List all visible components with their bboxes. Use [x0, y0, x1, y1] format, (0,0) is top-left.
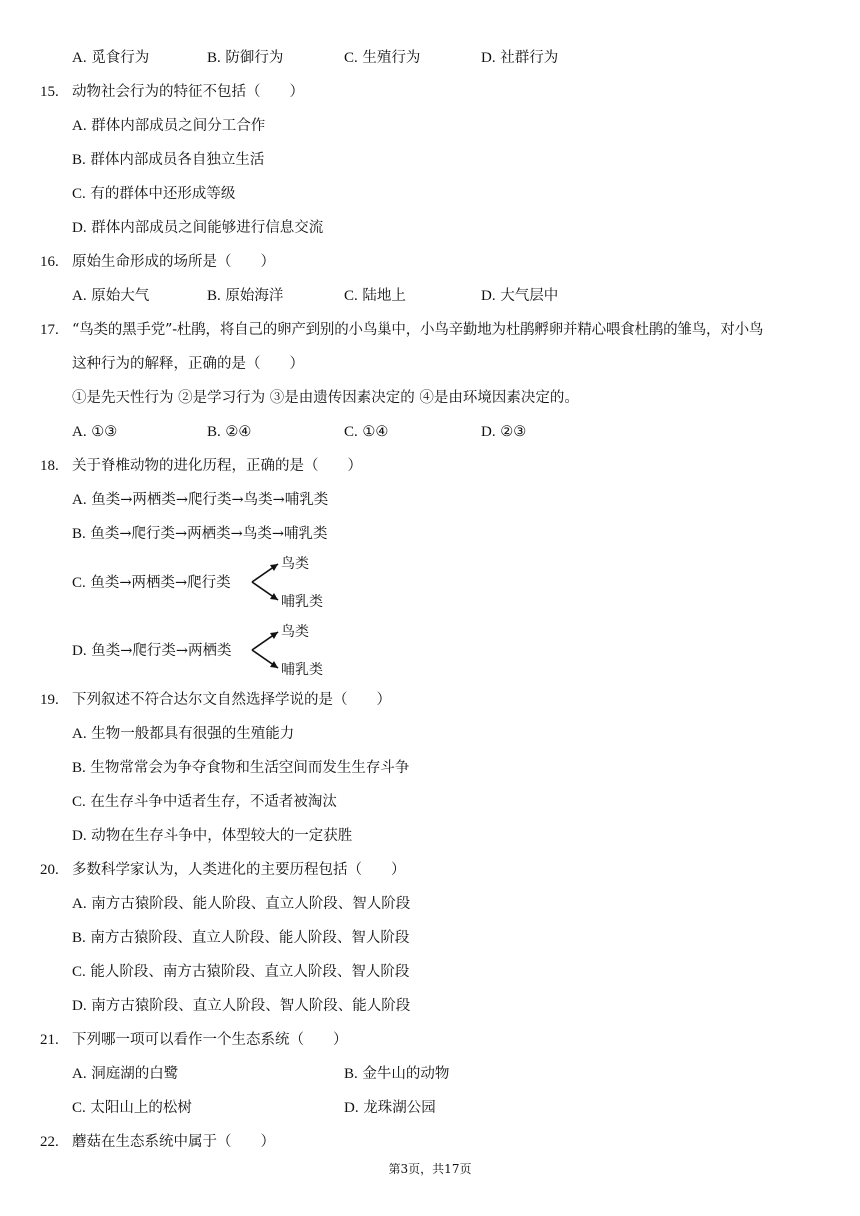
question-17 — [0, 319, 860, 341]
option-b: B. 南方古猿阶段、直立人阶段、能人阶段、智人阶段 — [72, 930, 410, 946]
question-stem: 蘑菇在生态系统中属于（ ） — [72, 1134, 275, 1150]
page-footer: 第3页，共17页 — [388, 1162, 472, 1176]
question-stem-line2: 这种行为的解释，正确的是（ ） — [72, 356, 304, 372]
branch-arrows — [250, 556, 282, 606]
option-d: D. 大气层中 — [481, 288, 559, 304]
option-d: D. ②③ — [481, 424, 527, 440]
option-a: A. 生物一般都具有很强的生殖能力 — [72, 726, 295, 742]
option-c: C. 陆地上 — [344, 288, 406, 304]
question-number: 18. — [40, 458, 59, 474]
option-b: B. ②④ — [207, 424, 252, 440]
option-b: B. 鱼类→爬行类→两栖类→鸟类→哺乳类 — [72, 526, 328, 542]
question-number: 19. — [40, 692, 59, 708]
question-number: 17. — [40, 322, 59, 338]
question-17-line2 — [0, 353, 860, 375]
option-c: C. 有的群体中还形成等级 — [72, 186, 236, 202]
question-number: 22. — [40, 1134, 59, 1150]
statements: ①是先天性行为 ②是学习行为 ③是由遗传因素决定的 ④是由环境因素决定的。 — [72, 390, 579, 406]
question-stem: 下列叙述不符合达尔文自然选择学说的是（ ） — [72, 692, 391, 708]
branch-bottom-label: 哺乳类 — [281, 594, 323, 610]
option-d: D. 南方古猿阶段、直立人阶段、智人阶段、能人阶段 — [72, 998, 411, 1014]
branch-arrows — [250, 624, 282, 674]
question-number: 21. — [40, 1032, 59, 1048]
q21-options-row2 — [0, 1097, 860, 1119]
option-a: A. 鱼类→两栖类→爬行类→鸟类→哺乳类 — [72, 492, 329, 508]
q17-options — [0, 421, 860, 443]
question-20 — [0, 859, 860, 881]
question-number: 16. — [40, 254, 59, 270]
question-stem: 下列哪一项可以看作一个生态系统（ ） — [72, 1032, 348, 1048]
option-c: C. 在生存斗争中适者生存，不适者被淘汰 — [72, 794, 337, 810]
q21-options-row1 — [0, 1063, 860, 1085]
option-a: A. 原始大气 — [72, 288, 150, 304]
option-d: D. 动物在生存斗争中，体型较大的一定获胜 — [72, 828, 353, 844]
option-a: A. 南方古猿阶段、能人阶段、直立人阶段、智人阶段 — [72, 896, 411, 912]
question-17-statements — [0, 387, 860, 409]
question-stem-line1: “鸟类的黑手党”-杜鹃，将自己的卵产到别的小鸟巢中，小鸟辛勤地为杜鹃孵卵并精心喂食杜鹃的雏鸟，对小鸟 — [72, 322, 764, 338]
option-c: C. 能人阶段、南方古猿阶段、直立人阶段、智人阶段 — [72, 964, 410, 980]
question-stem: 动物社会行为的特征不包括（ ） — [72, 84, 304, 100]
branch-top-label: 鸟类 — [281, 624, 309, 640]
question-18 — [0, 455, 860, 477]
question-19 — [0, 689, 860, 711]
branch-top-label: 鸟类 — [281, 556, 309, 572]
question-16 — [0, 251, 860, 273]
question-number: 20. — [40, 862, 59, 878]
option-c: C. 鱼类→两栖类→爬行类 — [72, 575, 231, 591]
option-b: B. 金牛山的动物 — [344, 1066, 450, 1082]
option-b: B. 生物常常会为争夺食物和生活空间而发生生存斗争 — [72, 760, 410, 776]
question-15 — [0, 81, 860, 103]
option-c: C. ①④ — [344, 424, 389, 440]
option-a: A. 觅食行为 — [72, 50, 150, 66]
option-d: D. 龙珠湖公园 — [344, 1100, 436, 1116]
option-d: D. 鱼类→爬行类→两栖类 — [72, 643, 232, 659]
option-b: B. 防御行为 — [207, 50, 284, 66]
question-stem: 关于脊椎动物的进化历程，正确的是（ ） — [72, 458, 362, 474]
option-a: A. ①③ — [72, 424, 118, 440]
question-stem: 原始生命形成的场所是（ ） — [72, 254, 275, 270]
q16-options — [0, 285, 860, 307]
option-d: D. 社群行为 — [481, 50, 559, 66]
question-number: 15. — [40, 84, 59, 100]
option-a: A. 洞庭湖的白鹭 — [72, 1066, 179, 1082]
question-22 — [0, 1131, 860, 1153]
question-21 — [0, 1029, 860, 1051]
option-c: C. 太阳山上的松树 — [72, 1100, 192, 1116]
branch-bottom-label: 哺乳类 — [281, 662, 323, 678]
question-stem: 多数科学家认为，人类进化的主要历程包括（ ） — [72, 862, 406, 878]
q14-options — [0, 47, 860, 69]
option-d: D. 群体内部成员之间能够进行信息交流 — [72, 220, 324, 236]
option-a: A. 群体内部成员之间分工合作 — [72, 118, 266, 134]
option-b: B. 群体内部成员各自独立生活 — [72, 152, 265, 168]
option-b: B. 原始海洋 — [207, 288, 284, 304]
option-c: C. 生殖行为 — [344, 50, 421, 66]
